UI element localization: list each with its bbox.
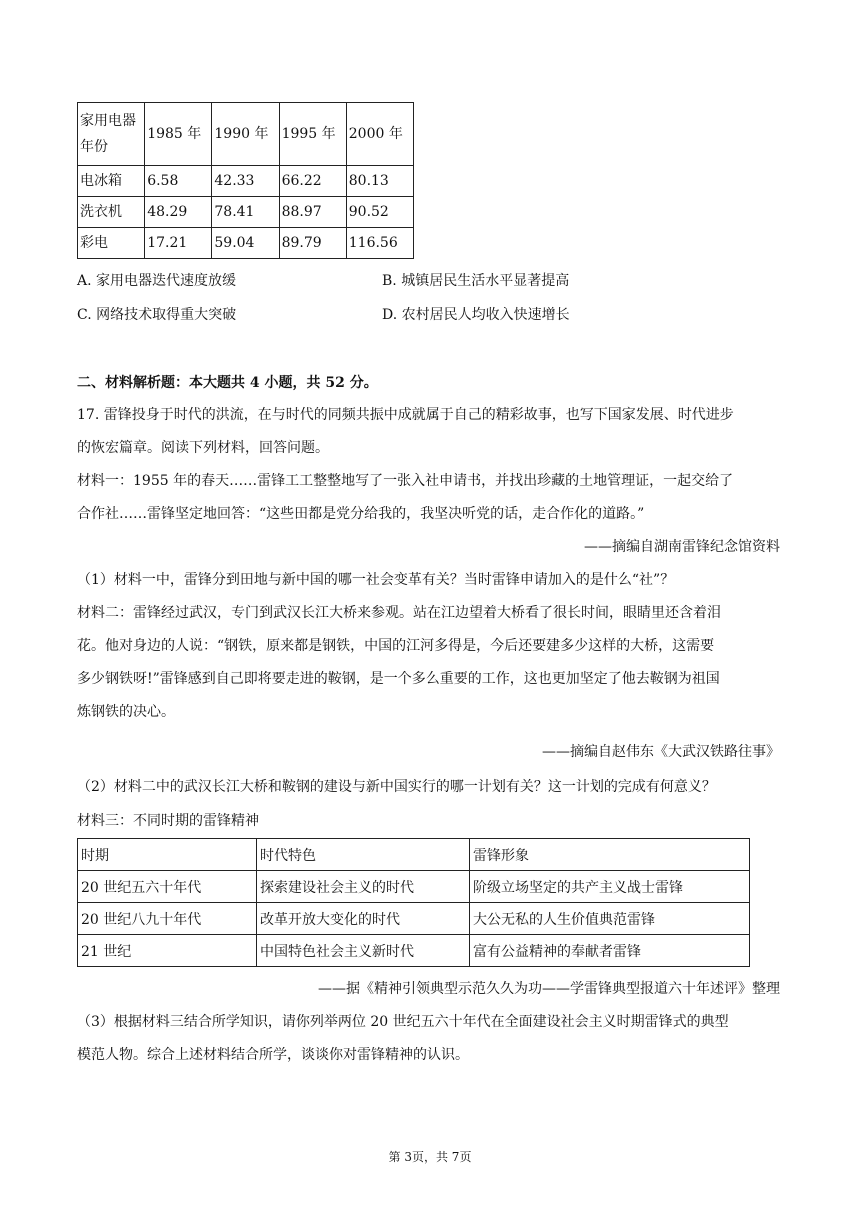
value-cell: 17.21	[145, 228, 212, 259]
table-row	[78, 228, 414, 259]
sub-question-3: （3）根据材料三结合所学知识，请你列举两位 20 世纪五六十年代在全面建设社会主义时期雷锋式的典型	[77, 1014, 729, 1030]
material-two-text: 炼钢铁的决心。	[77, 704, 175, 720]
value-cell: 48.29	[145, 197, 212, 228]
appliance-name-cell: 洗衣机	[78, 197, 145, 228]
table-row	[78, 166, 414, 197]
value-cell: 6.58	[145, 166, 212, 197]
header-cell: 时代特色	[257, 839, 470, 871]
option-d: D. 农村居民人均收入快速增长	[382, 307, 570, 323]
feature-cell: 中国特色社会主义新时代	[257, 935, 470, 967]
corner-header-appliance: 家用电器	[80, 113, 136, 129]
image-cell: 富有公益精神的奉献者雷锋	[470, 935, 750, 967]
header-cell: 时期	[78, 839, 257, 871]
header-cell: 雷锋形象	[470, 839, 750, 871]
year-header-cell: 2000 年	[346, 103, 413, 166]
table-row	[78, 935, 750, 967]
feature-cell: 探索建设社会主义的时代	[257, 871, 470, 903]
year-header-cell: 1985 年	[145, 103, 212, 166]
appliance-name-cell: 彩电	[78, 228, 145, 259]
image-cell: 大公无私的人生价值典范雷锋	[470, 903, 750, 935]
table-row	[78, 871, 750, 903]
value-cell: 42.33	[212, 166, 279, 197]
value-cell: 116.56	[346, 228, 413, 259]
option-b: B. 城镇居民生活水平显著提高	[382, 273, 570, 289]
value-cell: 80.13	[346, 166, 413, 197]
appliance-ownership-table	[77, 102, 414, 259]
section-title: 二、材料解析题：本大题共 4 小题，共 52 分。	[77, 375, 378, 391]
value-cell: 88.97	[279, 197, 346, 228]
image-cell: 阶级立场坚定的共产主义战士雷锋	[470, 871, 750, 903]
question-intro: 17. 雷锋投身于时代的洪流，在与时代的同频共振中成就属于自己的精彩故事，也写下国家发展、时代进步	[77, 407, 734, 423]
question-intro: 的恢宏篇章。阅读下列材料，回答问题。	[77, 440, 329, 456]
material-two-text: 多少钢铁呀!”雷锋感到自己即将要走进的鞍钢，是一个多么重要的工作，这也更加坚定了他去鞍钢为祖国	[77, 671, 720, 687]
page-number: 第 3页，共 7页	[388, 1150, 472, 1164]
corner-header-cell	[78, 103, 145, 166]
sub-question-1: （1）材料一中，雷锋分到田地与新中国的哪一社会变革有关？当时雷锋申请加入的是什么“社”？	[77, 572, 675, 588]
material-two-source: ——摘编自赵伟东《大武汉铁路往事》	[542, 744, 780, 760]
option-c: C. 网络技术取得重大突破	[77, 307, 237, 323]
value-cell: 78.41	[212, 197, 279, 228]
material-one-text: 合作社……雷锋坚定地回答：“这些田都是党分给我的，我坚决听党的话，走合作化的道路。”	[77, 506, 645, 522]
option-a: A. 家用电器迭代速度放缓	[77, 273, 237, 289]
material-three-source: ——据《精神引领典型示范久久为功——学雷锋典型报道六十年述评》整理	[318, 981, 780, 997]
value-cell: 90.52	[346, 197, 413, 228]
table-row	[78, 903, 750, 935]
feature-cell: 改革开放大变化的时代	[257, 903, 470, 935]
year-header-cell: 1990 年	[212, 103, 279, 166]
corner-header-year: 年份	[80, 139, 108, 155]
material-one-source: ——摘编自湖南雷锋纪念馆资料	[584, 539, 780, 555]
period-cell: 21 世纪	[78, 935, 257, 967]
table-row	[78, 197, 414, 228]
value-cell: 59.04	[212, 228, 279, 259]
value-cell: 89.79	[279, 228, 346, 259]
period-cell: 20 世纪五六十年代	[78, 871, 257, 903]
table-header-row	[78, 839, 750, 871]
material-two-text: 材料二：雷锋经过武汉，专门到武汉长江大桥来参观。站在江边望着大桥看了很长时间，眼睛里还含着泪	[77, 605, 721, 621]
material-one-text: 材料一：1955 年的春天……雷锋工工整整地写了一张入社申请书，并找出珍藏的土地管理证，一起交给了	[77, 473, 734, 489]
appliance-name-cell: 电冰箱	[78, 166, 145, 197]
sub-question-3: 模范人物。综合上述材料结合所学，谈谈你对雷锋精神的认识。	[77, 1047, 469, 1063]
leifeng-spirit-table	[77, 838, 750, 967]
value-cell: 66.22	[279, 166, 346, 197]
material-three-title: 材料三：不同时期的雷锋精神	[77, 813, 259, 829]
year-header-cell: 1995 年	[279, 103, 346, 166]
table-header-row	[78, 103, 414, 166]
period-cell: 20 世纪八九十年代	[78, 903, 257, 935]
sub-question-2: （2）材料二中的武汉长江大桥和鞍钢的建设与新中国实行的哪一计划有关？这一计划的完成有何意义？	[77, 779, 716, 795]
material-two-text: 花。他对身边的人说：“钢铁，原来都是钢铁，中国的江河多得是，今后还要建多少这样的大桥，这需要	[77, 638, 715, 654]
